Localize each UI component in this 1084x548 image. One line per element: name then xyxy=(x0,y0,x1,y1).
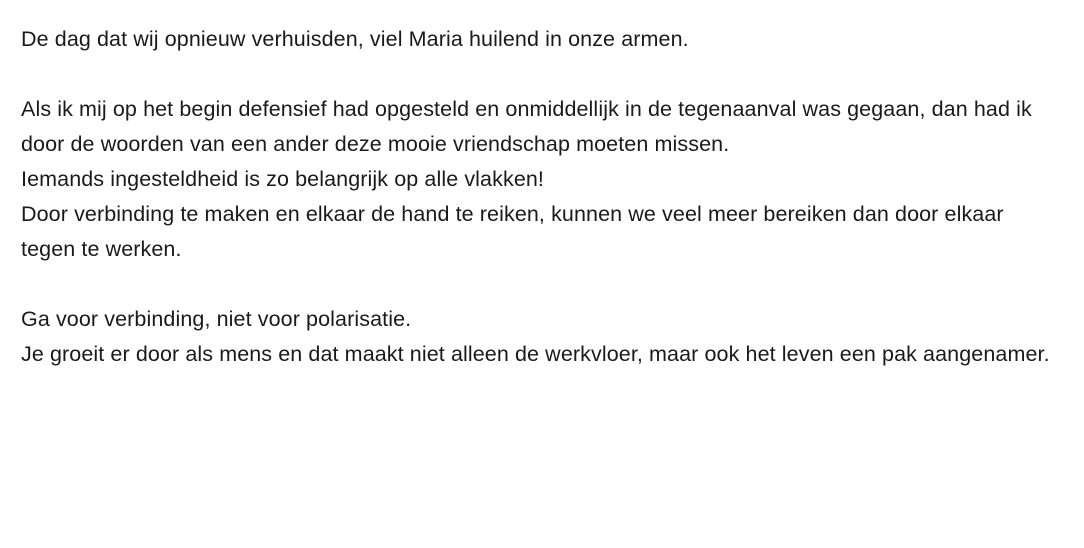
article-body xyxy=(21,22,1060,372)
paragraph-spacer-1 xyxy=(21,57,1060,92)
paragraph-3: Iemands ingesteldheid is zo belangrijk op alle vlakken! xyxy=(21,167,545,191)
paragraph-5: Ga voor verbinding, niet voor polarisatie. xyxy=(21,307,412,331)
paragraph-spacer-2 xyxy=(21,267,1060,302)
paragraph-1: De dag dat wij opnieuw verhuisden, viel Maria huilend in onze armen. xyxy=(21,27,689,51)
paragraph-6: Je groeit er door als mens en dat maakt niet alleen de werkvloer, maar ook het leven een pak aangenamer. xyxy=(21,342,1050,366)
paragraph-2: Als ik mij op het begin defensief had opgesteld en onmiddellijk in de tegenaanval was gegaan, dan had ik door de woorden van een ander deze mooie vriendschap moeten missen. xyxy=(21,97,1032,156)
paragraph-4: Door verbinding te maken en elkaar de hand te reiken, kunnen we veel meer bereiken dan door elkaar tegen te werken. xyxy=(21,202,1004,261)
